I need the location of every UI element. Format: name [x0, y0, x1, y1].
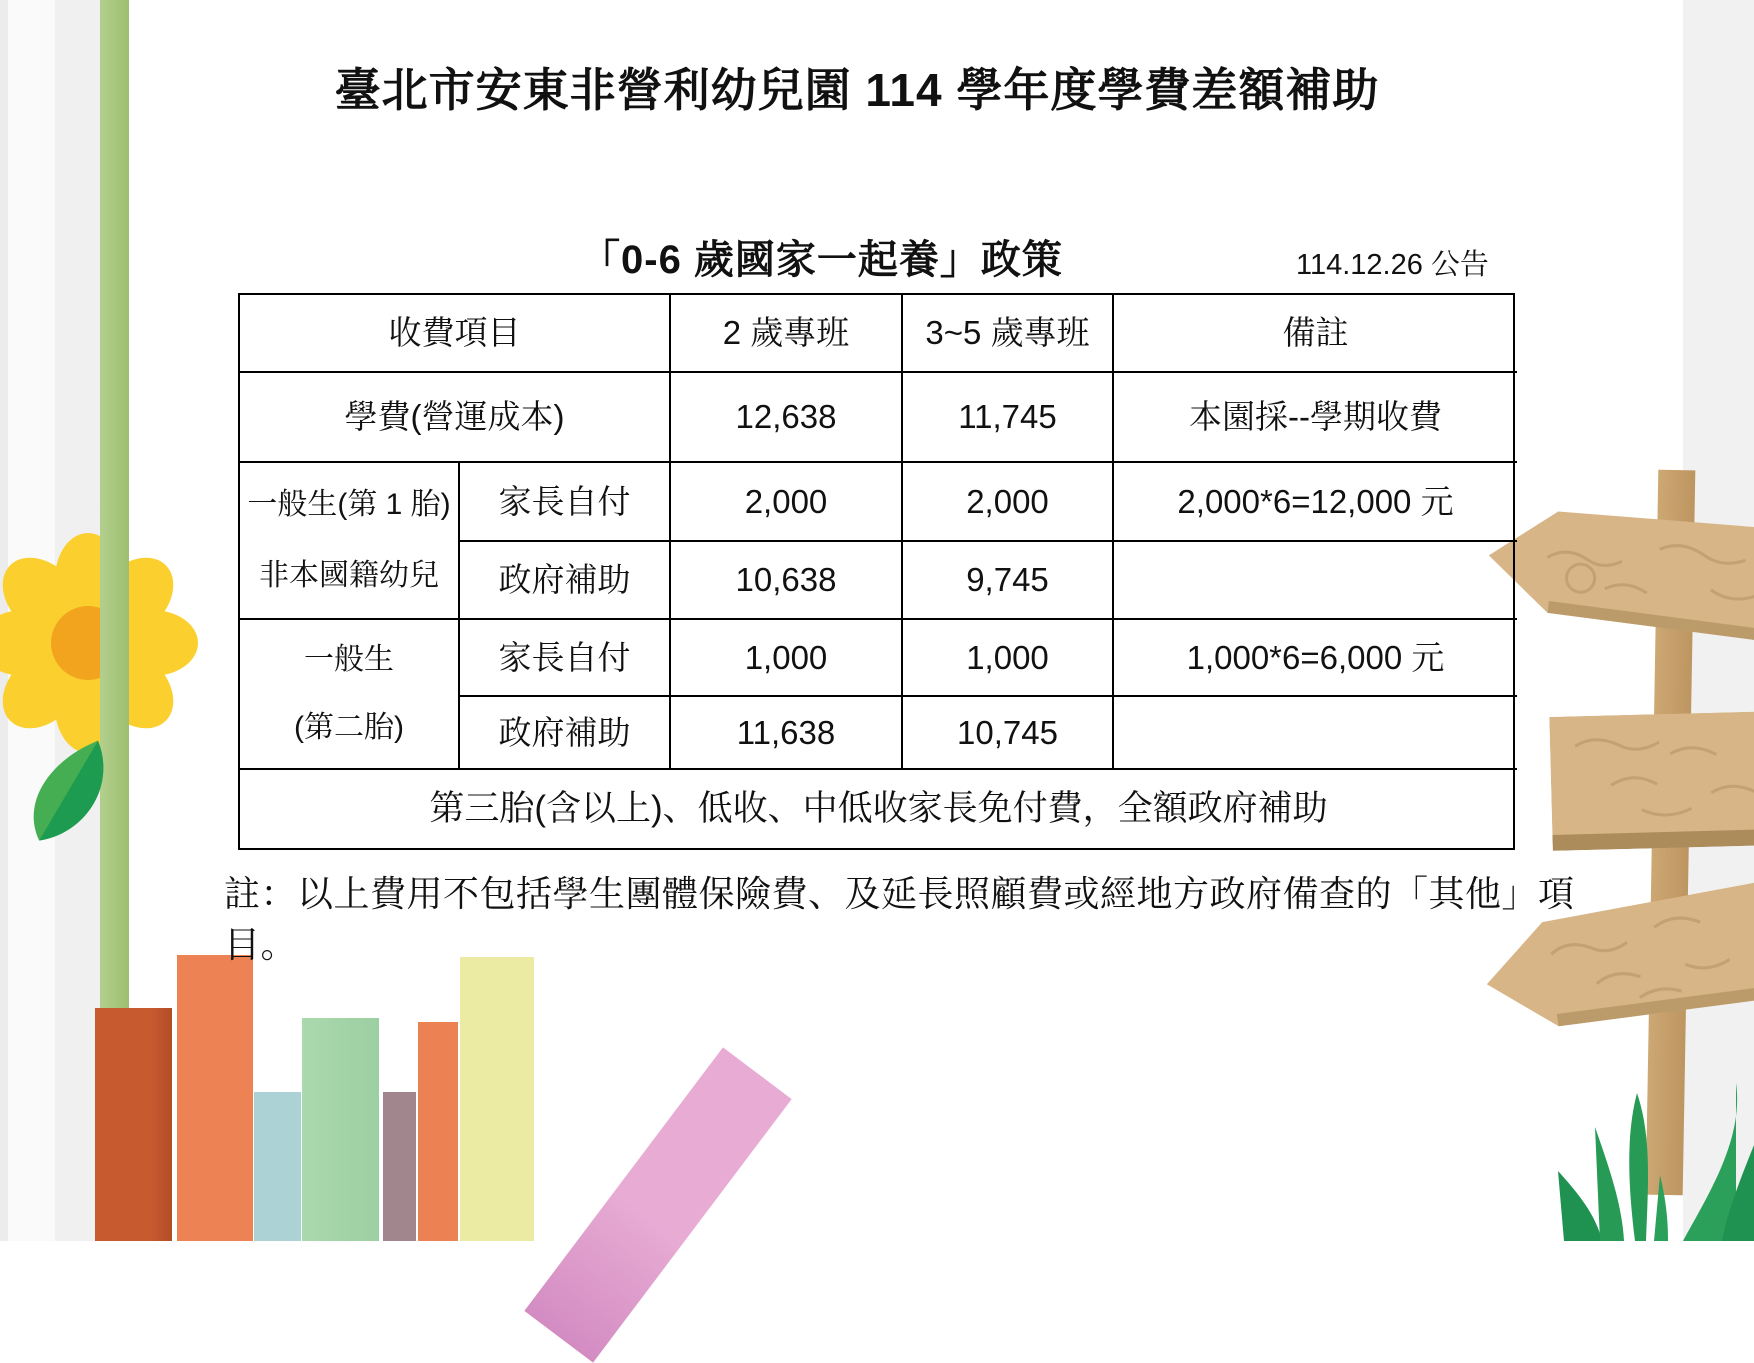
- group1-gov-subsidy-2y: 10,638: [671, 542, 903, 620]
- group2-label-line2: (第二胎): [294, 710, 404, 744]
- header-cell-class-2y: 2 歲專班: [671, 295, 903, 373]
- book-spine-mauve: [383, 1092, 416, 1241]
- tuition-2y-cell: 12,638: [671, 373, 903, 463]
- group2-parent-pay-3to5y: 1,000: [903, 620, 1114, 697]
- leaf-icon: [28, 733, 112, 851]
- wooden-board-sign: [1549, 711, 1754, 851]
- group1-gov-subsidy-3to5y: 9,745: [903, 542, 1114, 620]
- book-spine-orange-1: [177, 955, 253, 1241]
- book-spine-orange-2: [418, 1022, 458, 1241]
- book-spine-rust: [95, 1008, 172, 1241]
- tuition-note-cell: 本園採--學期收費: [1114, 373, 1517, 463]
- announce-date: 114.12.26 公告: [1296, 249, 1489, 281]
- book-spine-blue: [254, 1092, 301, 1241]
- tuition-3to5y-cell: 11,745: [903, 373, 1114, 463]
- group2-label-line1: 一般生: [304, 642, 394, 676]
- header-cell-class-3to5y: 3~5 歲專班: [903, 295, 1114, 373]
- header-cell-fee-item: 收費項目: [240, 295, 671, 373]
- header-cell-note: 備註: [1114, 295, 1517, 373]
- tuition-label-cell: 學費(營運成本): [240, 373, 671, 463]
- group2-gov-subsidy-note: [1114, 697, 1517, 770]
- wooden-arrow-sign-top: [1481, 497, 1754, 646]
- group2-gov-subsidy-label: 政府補助: [460, 697, 671, 770]
- book-spine-green: [302, 1018, 379, 1241]
- fee-table: [238, 293, 1515, 850]
- book-spine-pink-tilted: [524, 1047, 791, 1362]
- page-title: 臺北市安東非營利幼兒園 114 學年度學費差額補助: [334, 64, 1380, 116]
- group1-parent-pay-2y: 2,000: [671, 463, 903, 542]
- group1-parent-pay-note: 2,000*6=12,000 元: [1114, 463, 1517, 542]
- footnote: 註：以上費用不包括學生團體保險費、及延長照顧費或經地方政府備查的「其他」項目。: [224, 873, 1575, 965]
- group1-label-cell: [240, 463, 460, 620]
- policy-title: 「0-6 歲國家一起養」政策: [580, 238, 1063, 282]
- group2-parent-pay-label: 家長自付: [460, 620, 671, 697]
- grass-icon: [1540, 1075, 1754, 1241]
- group1-label-line1: 一般生(第 1 胎): [247, 487, 451, 521]
- group2-parent-pay-note: 1,000*6=6,000 元: [1114, 620, 1517, 697]
- group1-label-line2: 非本國籍幼兒: [259, 559, 439, 592]
- group1-gov-subsidy-note: [1114, 542, 1517, 620]
- group1-parent-pay-label: 家長自付: [460, 463, 671, 542]
- book-spine-yellow: [460, 957, 534, 1241]
- table-footer-row: 第三胎(含以上)、低收、中低收家長免付費，全額政府補助: [429, 788, 1328, 828]
- group2-label-cell: [240, 620, 460, 770]
- plant-stem: [100, 0, 129, 1012]
- group2-gov-subsidy-3to5y: 10,745: [903, 697, 1114, 770]
- group2-gov-subsidy-2y: 11,638: [671, 697, 903, 770]
- group1-parent-pay-3to5y: 2,000: [903, 463, 1114, 542]
- group2-parent-pay-2y: 1,000: [671, 620, 903, 697]
- group1-gov-subsidy-label: 政府補助: [460, 542, 671, 620]
